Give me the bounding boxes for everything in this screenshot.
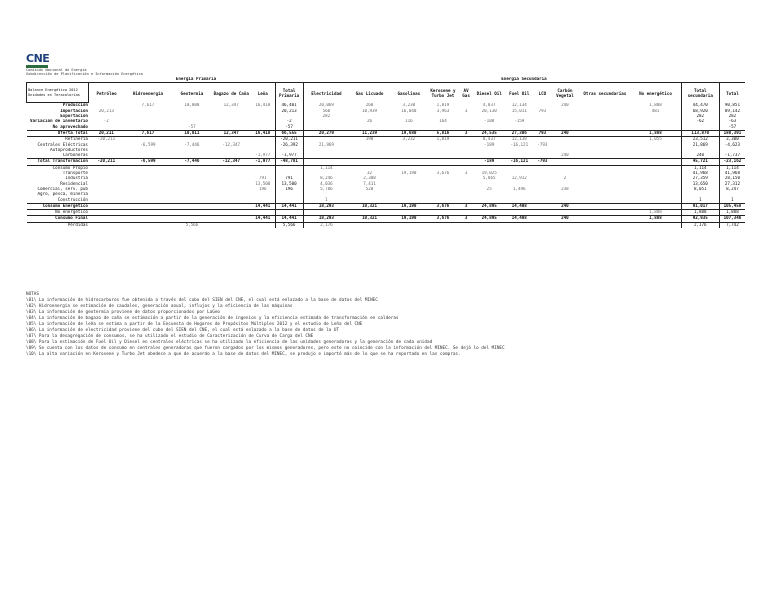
table-cell: -2 [103,119,109,124]
table-cell: -6,599 [140,142,156,147]
table-cell: 1,114 [320,165,333,170]
table-cell: 282 [322,113,331,119]
row-label: Transporte [62,170,88,176]
table-cell: 24,895 [474,216,504,222]
table-cell: 1,888 [630,130,681,136]
row-label: Oferta Total [27,130,89,136]
row-label: Carboneras [62,152,88,158]
table-cell: -793 [537,142,548,147]
table-cell: 24,535 [474,130,504,136]
table-cell: -1,977 [255,152,271,158]
table-cell: 27,306 [504,130,534,136]
table-cell: 21,869 [681,142,719,147]
row-label: Consumo Propio [52,165,88,170]
note-item: \07\ Para la desagregación de consumos, se ha utilizado el estudio de Caracterización de Curva de Carga del CNE [26,334,314,339]
table-cell: 2,176 [320,222,333,227]
column-header: Otras secundarias [583,90,627,96]
table-cell [212,222,251,228]
table-cell: -16,121 [510,142,529,147]
table-cell: -159 [514,119,525,124]
table-cell: 41,968 [724,170,740,176]
table-cell: 791 [258,176,267,181]
table-cell: -7,446 [172,159,211,165]
column-header: Kerosene y Turbo Jet [430,88,456,99]
table-cell: 20,069 [318,102,334,108]
table-cell: 238 [561,186,569,191]
table-cell: -20,211 [97,136,116,142]
table-cell: 240 [561,102,569,108]
table-cell: 19,190 [390,203,428,209]
table-cell: 68,920 [681,109,719,114]
table-cell: 12,347 [212,130,251,136]
table-cell: -7,446 [184,142,200,147]
table-cell: 5,566 [185,222,199,227]
table-cell: 10,939 [361,108,378,113]
table-cell: -63 [728,119,737,124]
energy-balance-table [26,77,745,228]
table-cell: -108 [484,119,495,124]
column-header: Bagazo de Caña [213,90,249,96]
note-item: \03\ La información de geotermia proviene de datos proporcionados por LaGeo [26,310,221,315]
table-cell: 91,017 [681,203,719,209]
column-header: LCO [538,90,547,96]
column-header: AV Gas [462,88,470,99]
table-cell: 8,437 [482,136,496,142]
table-cell: 1,888 [726,209,739,215]
column-header: Carbón Vegetal [556,88,574,99]
row-label: No aprovechado [52,124,88,129]
table-cell: 3,300 [726,136,739,142]
institution-line-1: Comisión Nacional de Energía [26,68,87,72]
note-item: \05\ La información de leña se estima a partir de la Encuesta de Hogares de Propósitos Múltiples 2012 y el estudio de Leña del CNE [26,322,363,327]
table-cell: 12,347 [223,102,239,108]
row-label: Variación de inventario [29,119,88,124]
table-cell: 107,346 [719,216,745,222]
table-cell: 116 [405,119,413,124]
notes-title: NOTAS [26,292,39,297]
row-label: Total Transformación [27,159,89,165]
table-cell: 3,676 [428,216,458,222]
logo-text: CNE [26,52,50,65]
table-cell: 7,411 [363,181,376,186]
table-cell: 12,134 [511,102,527,108]
table-cell: -189 [484,142,495,147]
group-primary-header: Energía Primaria [89,77,303,83]
row-label: No energético [55,209,88,215]
table-cell: -48,781 [275,159,303,165]
column-header: Electricidad [311,90,342,96]
table-cell: 15,011 [511,108,527,113]
table-cell: 164 [439,119,447,124]
table-cell: 19,190 [401,170,417,176]
table-cell: 45,721 [681,159,719,165]
table-cell: -57 [188,124,196,129]
table-cell: -2 [275,119,303,124]
table-cell [124,222,173,228]
table-cell: 282 [728,113,737,119]
note-item: \09\ Se cuenta con los datos de consumo en centrales generadoras que fueron cargados por los mismos generadores, pero este no coincide con la información del MINEC. Se dejó lo del MINEC [26,346,505,351]
table-cell: 41,968 [681,171,719,176]
table-cell: 240 [550,130,579,136]
table-cell: 260 [365,102,374,108]
row-label: Consumo Final [27,216,89,222]
table-cell [550,222,579,228]
table-row [27,222,746,228]
table-cell [89,222,124,228]
table-cell: 1,888 [649,102,662,108]
table-cell: 1,496 [512,186,526,191]
note-item: \01\ La información de hidrocarburos fue obtenida a través del cubo del SIEN del CNE, el cual está enlazado a la base de datos del MINEC [26,298,378,303]
table-cell: 13,500 [255,181,271,186]
table-cell: -4,623 [724,142,740,147]
table-cell: -23,162 [719,159,745,165]
table-cell: 791 [275,176,303,181]
table-cell: 8,247 [726,186,739,191]
table-cell: 46,401 [275,103,303,109]
table-cell: -1,977 [251,159,275,165]
table-cell [579,222,630,228]
table-cell: 16,040 [401,108,417,113]
table-cell: 5,786 [320,186,333,191]
table-cell: 20,213 [275,109,303,114]
table-cell: 10,011 [172,130,211,136]
row-label: Agro, pesca, minería [37,192,88,197]
row-label: Producción [62,102,88,108]
table-cell: -57 [728,124,737,129]
column-header: Total secundaria [681,83,719,103]
table-cell: 1,114 [726,165,739,170]
row-label: Refinería [65,136,88,142]
row-label: Autoproductores [50,147,88,152]
column-header: Hidroenergía [132,90,164,96]
table-cell: 66,555 [275,130,303,136]
table-cell: 24,895 [474,203,504,209]
table-cell: 27,312 [724,181,740,186]
table-cell [504,222,534,228]
table-cell: 240 [550,203,579,209]
table-cell: 11,239 [349,130,389,136]
row-label: Consumo Energético [27,203,89,209]
table-cell: 1,888 [630,216,681,222]
table-cell: 1,114 [681,165,719,171]
column-header: No energético [639,90,672,96]
table-cell: 90,851 [724,102,740,108]
table-cell [534,222,550,228]
table-cell: 10,321 [349,216,389,222]
table-cell: 1,888 [649,209,662,215]
table-cell: 3,230 [402,102,416,108]
column-header: Leña [257,90,268,96]
table-cell: 20,213 [98,108,114,113]
note-item: \10\ La alta variación en Kerosene y Turbo Jet obedece a que de acuerdo a la base de datos del MINEC, se produjo e importó más de lo que se ha reportado en las compras. [26,352,461,357]
table-cell: -57 [275,124,303,130]
table-cell: 10,008 [184,102,200,108]
table-cell: 92,935 [681,216,719,222]
column-header: Gasolinas [397,90,421,96]
table-cell: 14,441 [275,216,303,222]
table-cell: 12,912 [511,176,527,181]
table-cell: 1 [681,197,719,203]
table-cell: 3 [458,203,474,209]
table-cell: 1,819 [436,136,450,142]
institution-header [26,68,143,76]
column-header: Gas Licuado [355,90,384,96]
table-cell [428,222,458,228]
table-cell: 3,676 [428,203,458,209]
corner-line: Balance Energético 2012 [28,87,78,92]
table-cell: -189 [474,159,504,165]
table-cell: 21,969 [318,142,334,147]
table-cell: 19,025 [481,170,497,176]
table-cell [251,222,275,228]
table-cell: 3 [464,170,468,176]
table-cell: 3,232 [402,136,416,142]
table-corner-label [27,83,89,103]
table-cell: 5,816 [428,130,458,136]
table-cell: 7,617 [124,130,173,136]
note-item: \08\ Para la estimación de Fuel Oil y Diesel en centrales eléctricas se ha utilizado la eficiencia de las unidades generadoras y la generación de cada unidad [26,340,433,345]
table-cell: 23,512 [681,137,719,143]
table-cell: 4,837 [482,102,496,108]
table-cell: 1,055 [649,136,662,142]
table-cell: 8,051 [681,187,719,192]
table-cell: 10,321 [349,203,389,209]
table-cell: 240 [561,152,569,158]
table-cell: 3 [464,108,468,113]
table-cell: 7,742 [726,222,739,227]
table-cell: 793 [538,108,547,113]
row-label: Industria [65,176,88,181]
column-header: Diesel Oil [476,90,502,96]
table-cell: 105,458 [719,203,745,209]
corner-line: Unidades en Teracalorías [28,92,80,97]
table-cell: 2,176 [681,222,719,228]
table-cell: 4,036 [320,181,333,186]
table-cell: -1,977 [275,153,303,159]
table-cell: -12,347 [212,159,251,165]
note-item: \06\ La información de electricidad proviene del cubo del SIEN del CNE, el cual está enlazado a la base de datos de la UT [26,328,340,333]
table-cell: 7,617 [141,102,155,108]
table-cell: 14,441 [251,203,275,209]
table-cell: 89,142 [724,108,740,113]
note-item: \02\ Hidroenergía se estimación de caudales, generación anual, influjos y la eficiencia de las máquinas [26,304,293,309]
table-cell: 5,865 [482,176,496,181]
table-cell: 32 [366,170,373,176]
column-header: Petróleo [96,90,117,96]
table-cell: -793 [534,159,550,165]
table-cell: 3 [458,130,474,136]
table-cell: 1 [325,197,328,202]
table-cell [349,222,389,228]
table-cell: -16,121 [504,159,534,165]
table-cell [474,222,504,228]
table-cell: 19,680 [390,130,428,136]
table-cell: 190 [365,136,374,142]
table-cell: 2,308 [363,176,376,181]
table-cell: -20,211 [89,159,124,165]
table-cell: -6,599 [124,159,173,165]
table-cell: 240 [681,153,719,159]
table-cell: 113,870 [681,130,719,136]
table-cell: 16,418 [251,130,275,136]
table-cell: -1,737 [724,152,740,158]
table-cell: 1 [731,197,734,202]
row-label: Construcción [57,197,88,202]
table-cell: 19,190 [390,216,428,222]
row-label: Pérdidas [67,222,88,227]
table-cell [630,222,681,228]
table-cell: 1,819 [436,102,450,108]
table-cell [458,222,474,228]
column-header: Geotermia [180,90,204,96]
table-cell: 520 [365,186,374,191]
table-cell: 560 [322,108,331,113]
table-cell: -20,211 [275,137,303,143]
table-cell: -62 [681,119,719,124]
table-cell: 28,150 [724,176,740,181]
table-cell: 14,441 [275,203,303,209]
table-cell: 3 [458,216,474,222]
table-cell: 196 [275,187,303,192]
column-header: Fuel Oil [509,90,530,96]
row-label: Residencial [60,181,88,186]
row-label: Centrales Eléctricas [37,142,88,147]
table-cell: 793 [534,130,550,136]
table-cell: 5,566 [275,222,303,228]
table-cell: 13,500 [275,181,303,186]
table-cell: 282 [681,114,719,119]
table-cell: 2 [563,176,567,181]
table-cell: 240 [550,216,579,222]
table-cell: 8,246 [320,176,333,181]
table-cell: 13,650 [681,181,719,186]
table-cell: 14,408 [504,216,534,222]
table-cell: 481 [651,108,660,113]
table-cell: 25 [486,186,492,191]
table-cell: 196 [258,186,267,191]
table-cell: -26,392 [275,142,303,147]
table-cell: 14,408 [504,203,534,209]
column-header: Total [726,90,739,96]
table-cell: 1,888 [681,209,719,215]
group-secondary-header: Energía Secundaria [303,77,745,83]
table-cell: 27,359 [681,176,719,181]
table-cell: 18,293 [303,203,349,209]
table-cell [390,222,428,228]
table-cell: 180,391 [719,130,745,136]
table-cell: 16,418 [255,102,271,108]
note-item: \04\ La información de bagazo de caña se estimación a partir de la generación de ingenios y la eficiencia estimada de transformación en calderas [26,316,399,321]
table-cell: 20,211 [89,130,124,136]
table-cell: 44,470 [681,103,719,109]
table-cell: 3,963 [436,108,450,113]
table-cell: 12,138 [511,136,527,142]
table-cell: 14,441 [251,216,275,222]
row-label: Importación [60,108,88,113]
row-label: Comercial, serv. pub [37,186,88,191]
row-label: Exportación [60,113,88,119]
table-cell: 20,279 [303,130,349,136]
table-cell: 3,676 [436,170,450,176]
table-cell: 18,293 [303,216,349,222]
table-cell: 20,130 [481,108,497,113]
institution-line-2: Subdirección de Planificación e Información Energética [26,72,143,77]
table-cell: -12,347 [222,142,241,147]
table-cell: 26 [366,119,373,124]
notes-section [26,292,746,358]
column-header: Total Primaria [275,83,303,103]
